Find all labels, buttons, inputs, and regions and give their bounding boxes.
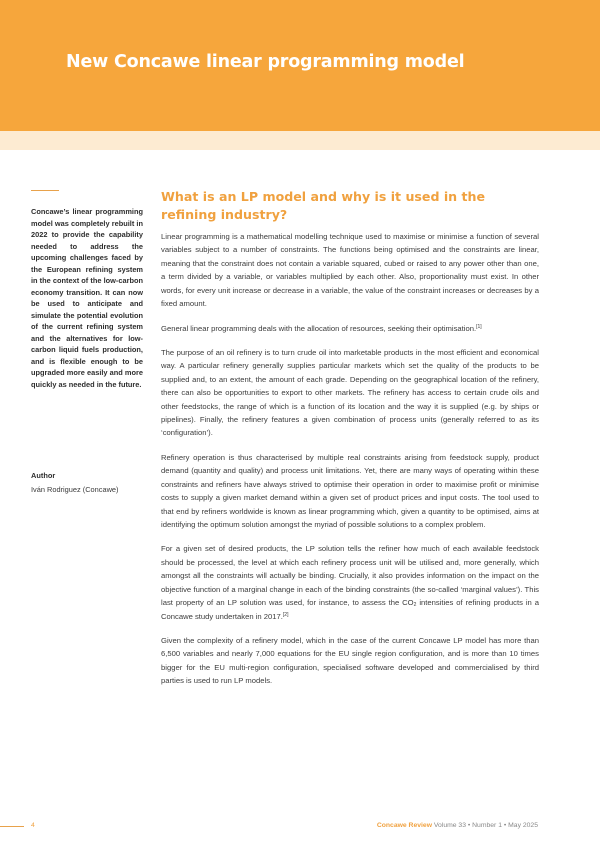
footer-publication — [377, 822, 538, 829]
reference-1: [1] — [476, 323, 482, 330]
sidebar — [31, 190, 143, 390]
header-banner — [0, 0, 600, 131]
main-article — [161, 188, 539, 698]
footer-brand: Concawe Review — [376, 822, 432, 829]
header-band — [0, 131, 600, 150]
footer-issue: Volume 33 • Number 1 • May 2025 — [431, 822, 538, 829]
paragraph-6: Given the complexity of a refinery model, which in the case of the current Concawe LP model has more than 6,500 variables and nearly 7,000 equations for the EU single region configuration, and is more than 10 times bigger for the EU multi-region configuration, specialised software developed and commercialised by third parties is used to run LP models. — [161, 635, 539, 686]
co2-subscript: 2 — [413, 602, 417, 609]
paragraph-5 — [161, 542, 539, 623]
page-number: 4 — [31, 822, 35, 829]
author-name: Iván Rodriguez (Concawe) — [31, 485, 119, 494]
paragraph-5-text-b: intensities of refining products in a Concawe study undertaken in 2017. — [161, 598, 539, 621]
sidebar-summary: Concawe’s linear programming model was completely rebuilt in 2022 to provide the capability needed to address the upcoming challenges faced by the European refining system in the context of the low-carbon economy transition. It can now be used to anticipate and simulate the potential evolution of the current refining system and the alternatives for low-carbon liquid fuels production, and is flexible enough to be upgraded more easily and more quickly as needed in the future. — [31, 207, 143, 389]
author-block — [31, 470, 143, 495]
paragraph-2-text: General linear programming deals with the allocation of resources, seeking their optimisation. — [161, 323, 477, 333]
paragraph-2 — [161, 322, 539, 335]
paragraph-1: Linear programming is a mathematical modelling technique used to maximise or minimise a function of several variables subject to a number of constraints. The functions being optimised and the constraints are linear, meaning that the constraint does not contain a variable squared, cubed or raised to any power other than one, a term divided by a variable, or variables multiplied by each other. Also, proportionality must exist. In other words, for every unit increase or decrease in a variable, the value of the constraint increases or decreases by a fixed amount. — [161, 232, 539, 309]
paragraph-4: Refinery operation is thus characterised by multiple real constraints arising from feedstock supply, product demand (quantity and quality) and process unit limitations. Yet, there are many ways of operating within these constraints and refiners have always strived to optimise their operation in order to maximise profit or minimise costs to supply a given market demand within a given set of product prices and input costs. The tool used to that end by refiners worldwide is known as linear programming which, given a quantity to be optimised, aims at identifying the optimum solution amongst the myriad of possible solutions to a complex problem. — [161, 452, 539, 529]
paragraph-3: The purpose of an oil refinery is to turn crude oil into marketable products in the most efficient and economical way. A particular refinery generally supplies particular markets which set the quality of the products to be supplied and, to an extent, the amount of each grade. Depending on the geographical location of the refinery, there can also be opportunities to export to other markets. The refinery has access to certain crude oils and other feedstocks, the range of which is a function of its location and the way it is supplied (e.g. by ships or pipelines). Finally, the refinery features a given combination of process units (generally referred to as its ‘configuration’). — [161, 347, 539, 438]
reference-2: [2] — [282, 611, 289, 618]
paragraph-5-text-a: For a given set of desired products, the LP solution tells the refiner how much of each available feedstock should be processed, the level at which each refinery process unit will be utilised and, more generally, which amongst all the constraints will actually be binding. Crucially, it also provides information on the impact on the objective function of a marginal change in each of the binding constraints (the so-called ‘marginal values’). This last property of an LP solution was used, for instance, to assess the CO — [161, 544, 539, 608]
section-heading: What is an LP model and why is it used in the refining industry? — [161, 189, 486, 222]
sidebar-rule — [31, 190, 59, 191]
footer-rule — [0, 826, 24, 827]
author-heading: Author — [31, 471, 56, 480]
page-title: New Concawe linear programming model — [66, 52, 465, 72]
